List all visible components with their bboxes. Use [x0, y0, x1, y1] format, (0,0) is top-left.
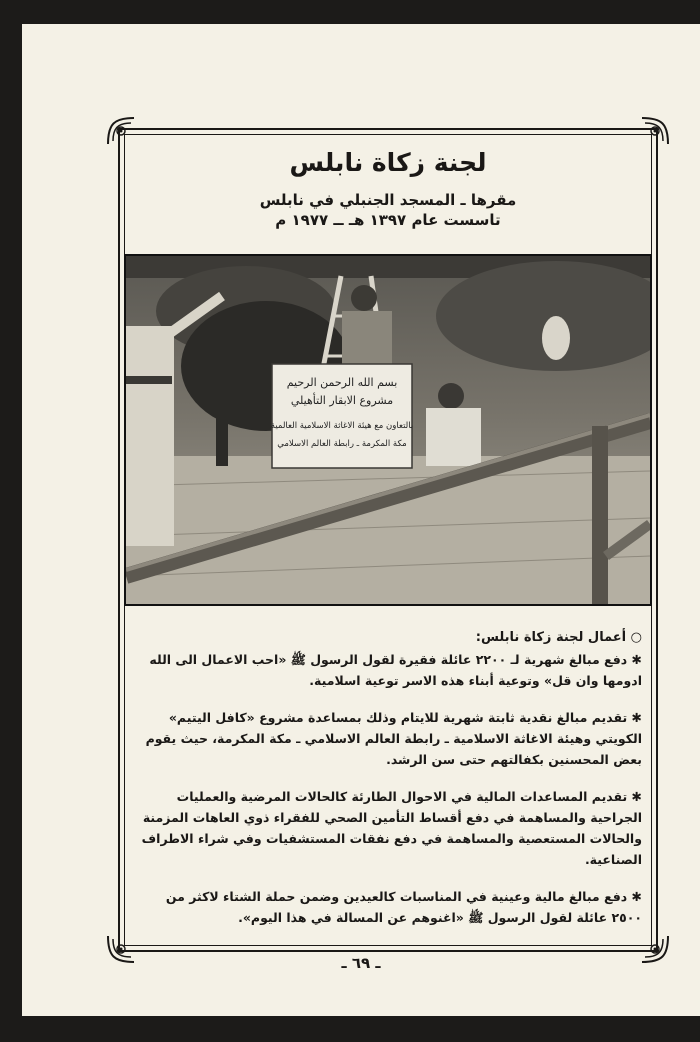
subtitle-location: مقرها ـ المسجد الجنبلي في نابلس	[259, 191, 517, 209]
document-page	[22, 24, 700, 1016]
corner-ornament-icon	[104, 114, 138, 148]
sign-line-4: مكة المكرمة ـ رابطة العالم الاسلامي	[277, 439, 407, 449]
page-number: ـ ٦٩ ـ	[341, 954, 381, 972]
corner-ornament-icon	[638, 114, 672, 148]
page-title: لجنة زكاة نابلس	[289, 148, 487, 177]
photograph	[124, 254, 652, 606]
sign-line-1: بسم الله الرحمن الرحيم	[286, 376, 398, 389]
ornamental-frame	[118, 128, 658, 952]
sign-line-2: مشروع الابقار التأهيلي	[290, 394, 394, 407]
list-item: ✱ دفع مبالغ مالية وعينية في المناسبات كالعيدين وضمن حملة الشتاء لاكثر من ٢٥٠٠ عائلة لقول الرسول ﷺ «اغنوهم عن المسالة في هذا اليوم».	[165, 889, 642, 925]
list-item: ✱ تقديم مبالغ نقدية ثابتة شهرية للايتام وذلك بمساعدة مشروع «كافل اليتيم» الكويتي وهيئة الاغاثة الاسلامية ـ رابطة العالم الاسلامي ـ مكة المكرمة، حيث يقوم بعض المحسنين بكفالتهم حتى سن الرشد.	[145, 710, 642, 767]
page-subtitle	[120, 190, 656, 230]
subtitle-founded: تاسست عام ١٣٩٧ هـ ــ ١٩٧٧ م	[275, 211, 501, 229]
list-item: ✱ تقديم المساعدات المالية في الاحوال الطارئة كالحالات المرضية والعمليات الجراحية والمساهمة في دفع أقساط التأمين الصحي للفقراء ذوي العاهات المزمنة والحالات المستعصية والمساهمة في دفع نفقات المستشفيات وفي شراء الاطراف الصناعية.	[141, 789, 642, 867]
cattle-project-photo	[126, 256, 650, 604]
article-body	[134, 628, 642, 944]
sign-line-3: بالتعاون مع هيئة الاغاثة الاسلامية العالمية	[270, 421, 414, 431]
list-item: ✱ دفع مبالغ شهرية لـ ٢٢٠٠ عائلة فقيرة لقول الرسول ﷺ «احب الاعمال الى الله ادومها وان قل» وتوعية أبناء هذه الاسر توعية اسلامية.	[149, 652, 642, 688]
section-heading: ○ أعمال لجنة زكاة نابلس:	[475, 630, 642, 645]
